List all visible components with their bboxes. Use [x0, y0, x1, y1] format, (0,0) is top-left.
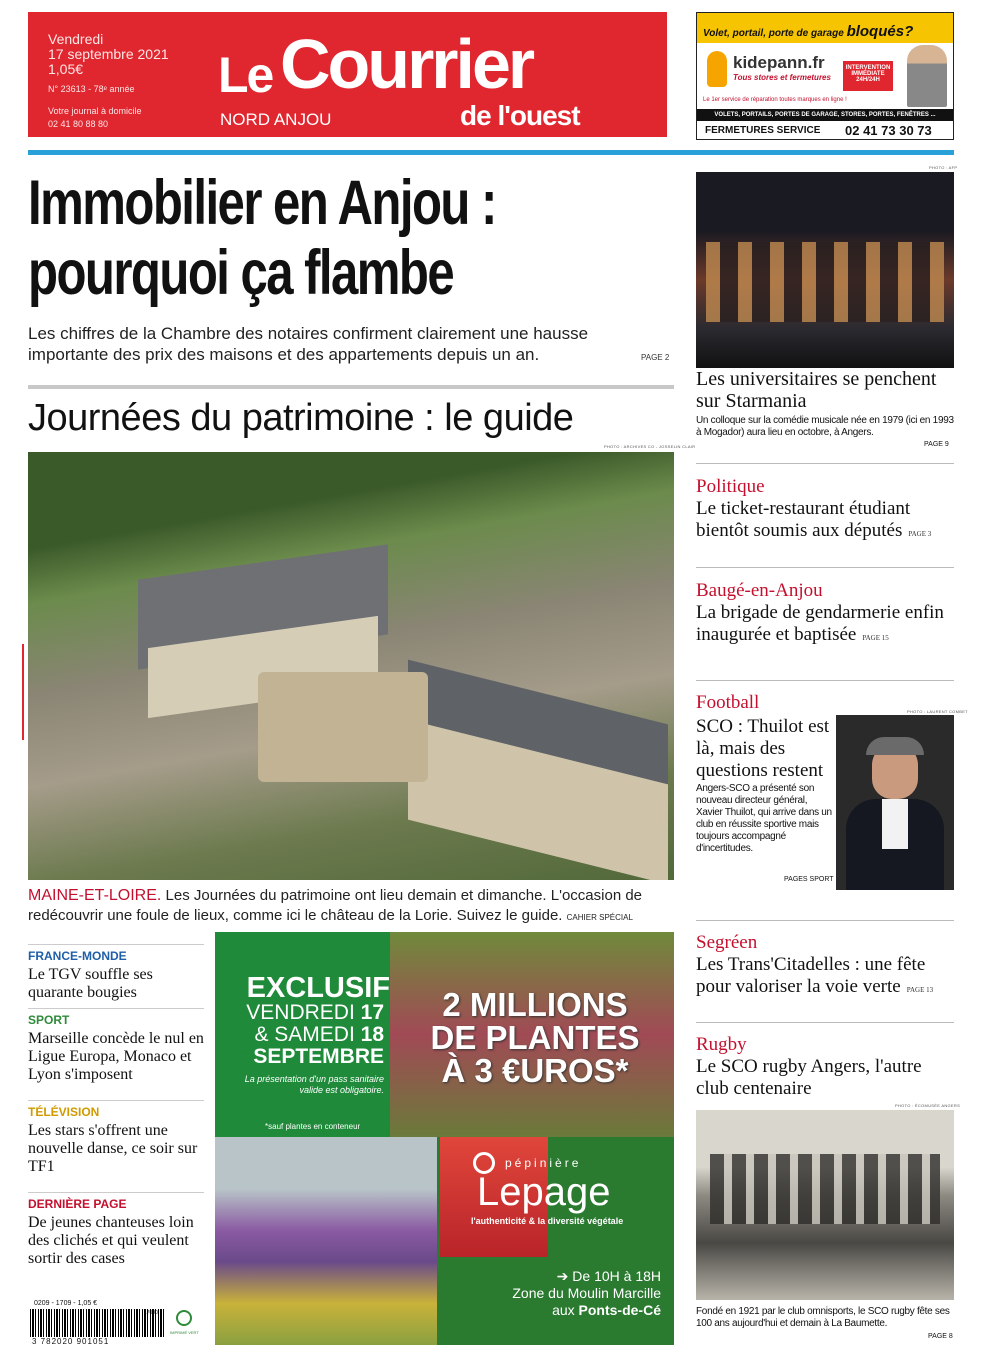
date-day: Vendredi	[48, 31, 104, 47]
football-category: Football	[696, 692, 760, 713]
barcode-side: 17090	[144, 1310, 158, 1316]
hand-icon	[707, 51, 727, 87]
barcode-top: 0209 - 1709 - 1,05 €	[34, 1300, 98, 1307]
top-ad-list: VOLETS, PORTAILS, PORTES DE GARAGE, STORES, PORTES, FENÊTRES ...	[697, 109, 953, 121]
bauge-category: Baugé-en-Anjou	[696, 580, 823, 601]
segreen-item[interactable]	[696, 932, 958, 1001]
top-ad-service: Le 1er service de réparation toutes marques en ligne !	[703, 97, 847, 103]
recycle-label: IMPRIMÉ VERT	[170, 1330, 199, 1335]
rugby-team-photo	[696, 1110, 954, 1300]
home-phone: 02 41 80 88 80	[48, 119, 109, 129]
left-briefs	[28, 944, 204, 1268]
issue-number: N° 23613 - 78ᵉ année	[48, 84, 135, 94]
brief-text: Marseille concède le nul en Ligue Europa, Monaco et Lyon s'imposent	[28, 1030, 204, 1083]
top-rule	[28, 150, 954, 155]
top-ad-sub: Tous stores et fermetures	[733, 73, 831, 82]
edition-name: NORD ANJOU	[220, 110, 332, 129]
rugby-caption: Fondé en 1921 par le club omnisports, le SCO rugby fête ses 100 ans aujourd'hui et demain à La Baumette.	[696, 1306, 950, 1329]
plant-ad-exclusif: EXCLUSIF	[246, 972, 390, 1004]
arrow-right-icon: ➔	[556, 1268, 573, 1284]
brief-derniere-page[interactable]	[28, 1192, 204, 1268]
plant-ad[interactable]: EXCLUSIF VENDREDI 17 & SAMEDI 18 SEPTEMBRE La présentation d'un pass sanitaire valide est obligatoire. *sauf plantes en conteneur 2 MILLIONS DE PLANTES À 3 €UROS* pépinière Lepage l'authenticité & la diversité végétale ➔ De 10H à 18H Zone du Moulin Marcille aux Ponts-de-Cé	[215, 932, 674, 1345]
masthead	[28, 12, 667, 137]
rugby-credit: PHOTO : ÉCOMUSÉE ANGERS	[895, 1103, 961, 1108]
top-ad-company: FERMETURES SERVICE	[705, 125, 821, 136]
barcode	[30, 1300, 164, 1348]
football-page: PAGES SPORT	[784, 876, 834, 883]
lead-page: PAGE 2	[641, 353, 670, 362]
politique-item[interactable]	[696, 476, 958, 545]
top-ad[interactable]	[696, 12, 954, 140]
home-delivery: Votre journal à domicile	[48, 106, 142, 116]
brief-category: FRANCE-MONDE	[28, 949, 127, 963]
brief-text: Le TGV souffle ses quarante bougies	[28, 966, 153, 1001]
patrimoine-caption: MAINE-ET-LOIRE. Les Journées du patrimoine ont lieu demain et dimanche. L'occasion de redécouvrir une foule de lieux, comme ici le château de la Lorie. Suivez le guide. CAHIER SPÉCIAL	[28, 887, 643, 924]
top-ad-brand: kidepann.fr	[733, 53, 825, 72]
brief-sport[interactable]	[28, 1008, 204, 1100]
patrimoine-headline[interactable]: Journées du patrimoine : le guide	[28, 397, 574, 439]
plant-ad-hours: ➔ De 10H à 18H	[556, 1268, 661, 1284]
segreen-text: Les Trans'Citadelles : une fête pour valoriser la voie verte PAGE 13	[696, 954, 934, 997]
lead-rule	[28, 385, 674, 389]
plant-ad-offer: 2 MILLIONS DE PLANTES À 3 €UROS*	[430, 986, 640, 1089]
plant-ad-brand: Lepage	[477, 1170, 611, 1214]
patrimoine-kicker: MAINE-ET-LOIRE.	[28, 887, 162, 904]
politique-text: Le ticket-restaurant étudiant bientôt soumis aux députés PAGE 3	[696, 498, 932, 541]
thuilot-photo	[836, 715, 954, 890]
football-text: Angers-SCO a présenté son nouveau directeur général, Xavier Thuilot, qui arrive dans un club en réussite sportive mais toujours accompagné d'incertitudes.	[696, 783, 832, 854]
top-ad-tagline: Volet, portail, porte de garage bloqués?	[703, 23, 914, 40]
logo	[218, 24, 638, 134]
football-credit: PHOTO : LAURENT COMBET	[907, 709, 968, 714]
rugby-category: Rugby	[696, 1034, 747, 1055]
logo-le: Le	[218, 47, 273, 103]
plant-ad-brand-tag: l'authenticité & la diversité végétale	[471, 1216, 624, 1226]
patrimoine-credit: PHOTO : ARCHIVES CO - JOSSELIN CLAIR	[604, 444, 696, 449]
brief-category: TÉLÉVISION	[28, 1105, 100, 1119]
rugby-item[interactable]	[696, 1034, 958, 1100]
technician-figure	[907, 45, 947, 107]
starmania-photo	[696, 172, 954, 368]
edge-mark	[22, 644, 24, 740]
plant-ad-pass: La présentation d'un pass sanitaire valide est obligatoire.	[244, 1074, 384, 1095]
rugby-text: Le SCO rugby Angers, l'autre club centenaire	[696, 1056, 922, 1099]
lead-summary: Les chiffres de la Chambre des notaires confirment clairement une hausse importante des prix des maisons et des appartements depuis un an.	[28, 324, 589, 364]
brief-text: Les stars s'offrent une nouvelle danse, ce soir sur TF1	[28, 1122, 198, 1175]
date-full: 17 septembre 2021	[48, 46, 169, 62]
recycle-icon	[176, 1310, 192, 1326]
football-title[interactable]: SCO : Thuilot est là, mais des questions restent	[696, 716, 830, 781]
brief-category: SPORT	[28, 1013, 70, 1027]
segreen-category: Segréen	[696, 932, 758, 953]
rugby-page: PAGE 8	[928, 1333, 953, 1340]
top-ad-phone: 02 41 73 30 73	[845, 123, 932, 138]
logo-courrier: Courrier	[280, 25, 533, 103]
starmania-text: Un colloque sur la comédie musicale née en 1979 (ici en 1993 à Mogador) aura lieu en octobre, à Angers.	[696, 415, 954, 438]
patrimoine-page: CAHIER SPÉCIAL	[566, 913, 633, 922]
starmania-page: PAGE 9	[924, 441, 949, 448]
brief-france-monde[interactable]	[28, 944, 204, 1008]
bauge-text: La brigade de gendarmerie enfin inaugurée et baptisée PAGE 15	[696, 602, 944, 645]
brief-television[interactable]	[28, 1100, 204, 1192]
lead-headline[interactable]: Immobilier en Anjou : pourquoi ça flambe	[28, 168, 496, 308]
bauge-item[interactable]	[696, 580, 958, 649]
plant-ad-note: *sauf plantes en conteneur	[265, 1122, 361, 1131]
brief-text: De jeunes chanteuses loin des clichés et qui veulent sortir des cases	[28, 1214, 194, 1267]
price: 1,05€	[48, 61, 84, 77]
brief-category: DERNIÈRE PAGE	[28, 1197, 127, 1211]
plant-ad-brand-small: pépinière	[505, 1156, 582, 1170]
politique-category: Politique	[696, 476, 765, 497]
starmania-title[interactable]: Les universitaires se penchent sur Starmania	[696, 368, 937, 412]
logo-ouest: de l'ouest	[460, 100, 580, 131]
starmania-credit: PHOTO : AFP	[929, 165, 958, 170]
intervention-badge: INTERVENTION IMMÉDIATE 24H/24H	[843, 61, 893, 91]
barcode-digits: 3 782020 901051	[32, 1337, 110, 1346]
chateau-photo	[28, 452, 674, 880]
